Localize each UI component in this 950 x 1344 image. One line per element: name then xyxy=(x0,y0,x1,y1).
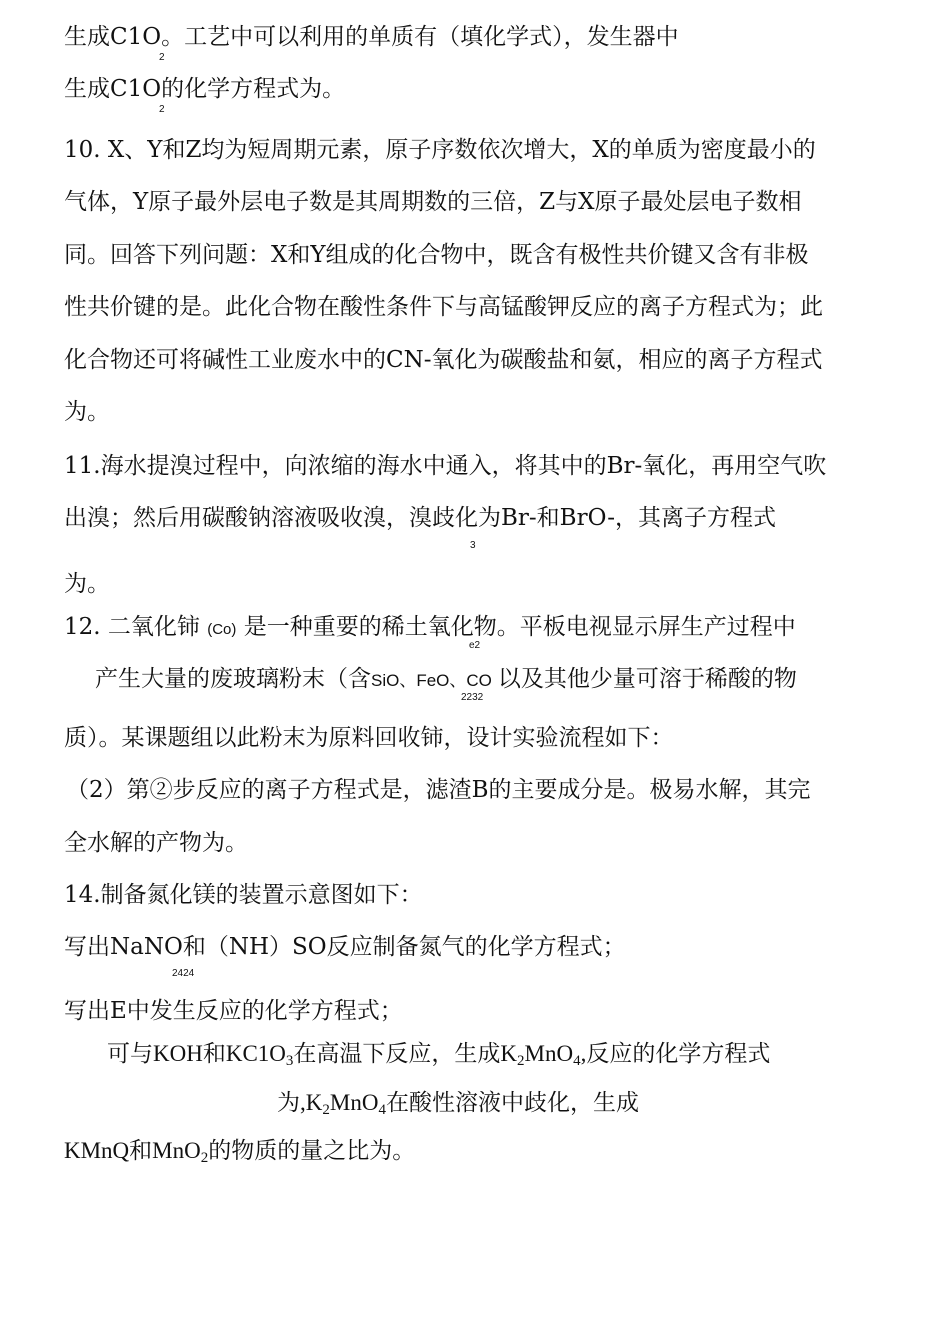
subscript: 3 xyxy=(285,1053,294,1069)
text-segment: 在酸性溶液中歧化，生成 xyxy=(385,1090,639,1115)
text-segment: 生成C1O xyxy=(64,76,162,102)
q10-line-2: 气体，Y原子最外层电子数是其周期数的三倍，Z与X原子最处层电子数相 xyxy=(64,189,802,215)
text-segment: 以及其他少量可溶于稀酸的物 xyxy=(497,666,797,692)
text-segment: (Co) xyxy=(207,621,237,638)
text-segment: 产生大量的废玻璃粉末（含 xyxy=(95,666,371,692)
q12-line-5: 全水解的产物为。 xyxy=(64,830,248,856)
text-segment: SiO、FeO、 xyxy=(371,671,467,690)
text-segment: 是一种重要的稀土氧化物。平板电视显示屏生产过程中 xyxy=(243,614,796,640)
q12-line-4: （2）第②步反应的离子方程式是，滤渣B的主要成分是。极易水解，其完 xyxy=(66,777,811,803)
q10-line-3: 同。回答下列问题：X和Y组成的化合物中，既含有极性共价键又含有非极 xyxy=(64,242,809,268)
q12-line-1 xyxy=(64,612,796,645)
q11-line-1: 11.海水提溴过程中，向浓缩的海水中通入，将其中的Br-氧化，再用空气吹 xyxy=(64,453,827,479)
q14-line-6 xyxy=(64,1136,415,1173)
q10-line-6: 为。 xyxy=(64,399,110,425)
text-segment: 12. 二氧化铈 xyxy=(64,614,200,640)
text-segment: KMnQ和MnO xyxy=(64,1138,201,1163)
subscript: 2 xyxy=(517,1053,525,1069)
line-clo2-prep: 生成C1O。工艺中可以利用的单质有（填化学式），发生器中 xyxy=(64,24,679,50)
subscript-2424: 2424 xyxy=(172,968,195,979)
text-segment: MnO xyxy=(329,1090,379,1115)
q10-line-4: 性共价键的是。此化合物在酸性条件下与高锰酸钾反应的离子方程式为；此 xyxy=(64,294,823,320)
q12-line-3: 质）。某课题组以此粉末为原料回收铈，设计实验流程如下： xyxy=(64,725,674,751)
line-clo2-equation xyxy=(64,74,345,104)
text-segment: MnO xyxy=(524,1041,574,1066)
q10-line-5: 化合物还可将碱性工业废水中的CN-氧化为碳酸盐和氨，相应的离子方程式 xyxy=(64,347,823,373)
q14-line-3: 写出E中发生反应的化学方程式； xyxy=(64,998,403,1024)
q11-line-3: 为。 xyxy=(64,571,110,597)
subscript-2: 2 xyxy=(159,104,165,115)
q14-line-1: 14.制备氮化镁的装置示意图如下： xyxy=(64,882,423,908)
subscript-3: 3 xyxy=(470,540,476,551)
text-segment: 可与KOH和KC1O xyxy=(107,1041,286,1066)
text-segment: ,反应的化学方程式 xyxy=(580,1041,771,1066)
subscript-2232: 2232 xyxy=(461,692,484,703)
q14-line-4 xyxy=(107,1039,770,1076)
subscript-e2: e2 xyxy=(469,640,481,651)
q12-line-2 xyxy=(95,664,797,696)
subscript: 4 xyxy=(378,1102,386,1118)
q14-line-5 xyxy=(277,1088,639,1125)
subscript: 2 xyxy=(322,1102,330,1118)
text-segment: CO xyxy=(466,671,492,690)
text-segment: 为,K xyxy=(277,1090,323,1115)
subscript: 4 xyxy=(573,1053,581,1069)
text-segment: 在高温下反应，生成K xyxy=(293,1041,518,1066)
text-segment: 的化学方程式为。 xyxy=(161,76,346,102)
q10-line-1: 10. X、Y和Z均为短周期元素，原子序数依次增大，X的单质为密度最小的 xyxy=(64,137,816,163)
subscript-2: 2 xyxy=(159,52,165,63)
q14-line-2: 写出NaNO和（NH）SO反应制备氮气的化学方程式； xyxy=(64,934,626,960)
q11-line-2: 出溴；然后用碳酸钠溶液吸收溴，溴歧化为Br-和BrO-，其离子方程式 xyxy=(64,505,777,531)
text-segment: 的物质的量之比为。 xyxy=(208,1138,416,1163)
subscript: 2 xyxy=(200,1150,209,1166)
